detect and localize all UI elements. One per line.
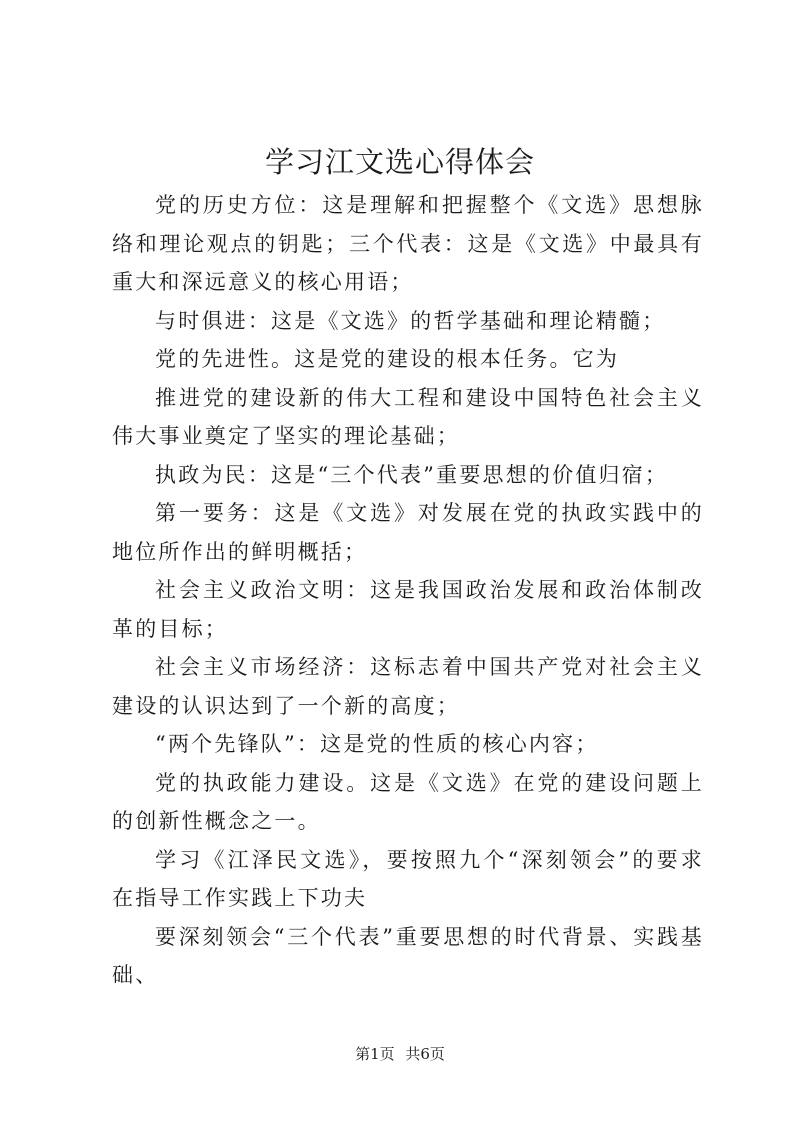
paragraph: “两个先锋队”：这是党的性质的核心内容； [155,732,599,756]
paragraph: 社会主义政治文明：这是我国政治发展和政治体制改革的目标； [112,578,704,641]
paragraph: 要深刻领会“三个代表”重要思想的时代背景、实践基础、 [112,924,704,987]
paragraph: 党的执政能力建设。这是《文选》在党的建设问题上的创新性概念之一。 [112,770,704,833]
paragraph: 党的历史方位：这是理解和把握整个《文选》思想脉络和理论观点的钥匙；三个代表：这是《文选》中最具有重大和深远意义的核心用语； [112,193,704,294]
paragraph: 推进党的建设新的伟大工程和建设中国特色社会主义伟大事业奠定了坚实的理论基础； [112,385,704,448]
paragraph: 第一要务：这是《文选》对发展在党的执政实践中的地位所作出的鲜明概括； [112,501,704,564]
paragraph: 执政为民：这是“三个代表”重要思想的价值归宿； [155,462,669,487]
page-footer: 第1页 共6页 [355,1045,445,1063]
paragraph: 与时俱进：这是《文选》的哲学基础和理论精髓； [155,308,666,333]
document-body [112,186,704,995]
document-title: 学习江文选心得体会 [264,145,535,179]
paragraph: 党的先进性。这是党的建设的根本任务。它为 [155,347,620,371]
paragraph: 学习《江泽民文选》，要按照九个“深刻领会”的要求在指导工作实践上下功夫 [112,847,704,910]
paragraph: 社会主义市场经济：这标志着中国共产党对社会主义建设的认识达到了一个新的高度； [112,655,704,718]
